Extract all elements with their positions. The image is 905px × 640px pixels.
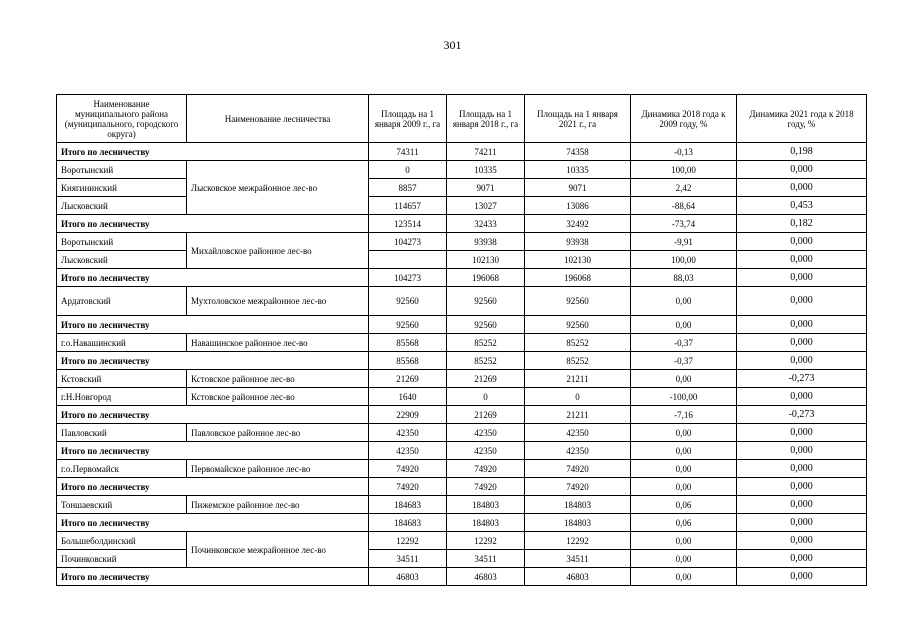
dynamics-2018-2009-cell: -0,37 [631, 352, 737, 370]
dynamics-2018-2009-cell: -0,37 [631, 334, 737, 352]
area-2009-cell: 104273 [369, 269, 447, 287]
dynamics-2018-2009-cell: 0,06 [631, 496, 737, 514]
table-row [57, 233, 867, 251]
area-2021-cell: 102130 [525, 251, 631, 269]
dynamics-2021-2018-cell: 0,000 [737, 460, 867, 478]
header-forestry: Наименование лесничества [187, 95, 369, 143]
header-dynamics-2018-2009: Динамика 2018 года к 2009 году, % [631, 95, 737, 143]
area-2018-cell: 74920 [447, 460, 525, 478]
forestry-cell: Починковское межрайонное лес-во [187, 532, 369, 568]
area-2009-cell: 85568 [369, 334, 447, 352]
dynamics-2018-2009-cell: 0,00 [631, 550, 737, 568]
district-cell: Павловский [57, 424, 187, 442]
area-2009-cell: 92560 [369, 287, 447, 316]
dynamics-2018-2009-cell: -0,13 [631, 143, 737, 161]
total-row [57, 215, 867, 233]
dynamics-2021-2018-cell: 0,000 [737, 251, 867, 269]
dynamics-2021-2018-cell: 0,000 [737, 179, 867, 197]
dynamics-2018-2009-cell: 2,42 [631, 179, 737, 197]
table-row [57, 388, 867, 406]
table-row [57, 179, 867, 197]
district-cell: г.о.Навашинский [57, 334, 187, 352]
area-2009-cell: 1640 [369, 388, 447, 406]
area-2009-cell: 46803 [369, 568, 447, 586]
area-2021-cell: 10335 [525, 161, 631, 179]
forestry-cell: Михайловское районное лес-во [187, 233, 369, 269]
dynamics-2018-2009-cell: 0,00 [631, 568, 737, 586]
area-2021-cell: 9071 [525, 179, 631, 197]
dynamics-2018-2009-cell: 0,00 [631, 287, 737, 316]
area-2021-cell: 196068 [525, 269, 631, 287]
area-2009-cell: 184683 [369, 514, 447, 532]
area-2018-cell: 184803 [447, 514, 525, 532]
dynamics-2021-2018-cell: 0,000 [737, 424, 867, 442]
table-row [57, 532, 867, 550]
area-2009-cell: 74920 [369, 460, 447, 478]
dynamics-2021-2018-cell: -0,273 [737, 370, 867, 388]
forestry-cell: Мухтоловское межрайонное лес-во [187, 287, 369, 316]
area-2021-cell: 92560 [525, 287, 631, 316]
area-2009-cell: 12292 [369, 532, 447, 550]
total-row [57, 269, 867, 287]
dynamics-2021-2018-cell: 0,000 [737, 496, 867, 514]
forestry-cell: Лысковское межрайонное лес-во [187, 161, 369, 215]
district-cell: Тоншаевский [57, 496, 187, 514]
district-cell: Большеболдинский [57, 532, 187, 550]
area-2018-cell: 12292 [447, 532, 525, 550]
table-row [57, 197, 867, 215]
table-row [57, 370, 867, 388]
area-2021-cell: 85252 [525, 334, 631, 352]
district-cell: Воротынский [57, 161, 187, 179]
total-row [57, 514, 867, 532]
forestry-cell: Кстовское районное лес-во [187, 370, 369, 388]
dynamics-2021-2018-cell: 0,182 [737, 215, 867, 233]
district-cell: г.о.Первомайск [57, 460, 187, 478]
area-2018-cell: 92560 [447, 316, 525, 334]
area-2018-cell: 74920 [447, 478, 525, 496]
table-row [57, 251, 867, 269]
total-label: Итого по лесничеству [57, 352, 369, 370]
table-row [57, 161, 867, 179]
area-2009-cell [369, 251, 447, 269]
area-2009-cell: 42350 [369, 442, 447, 460]
area-2021-cell: 21211 [525, 406, 631, 424]
dynamics-2018-2009-cell: -73,74 [631, 215, 737, 233]
header-area-2018: Площадь на 1 января 2018 г., га [447, 95, 525, 143]
total-label: Итого по лесничеству [57, 406, 369, 424]
district-cell: Воротынский [57, 233, 187, 251]
area-2009-cell: 92560 [369, 316, 447, 334]
dynamics-2018-2009-cell: 0,00 [631, 532, 737, 550]
dynamics-2018-2009-cell: 0,00 [631, 460, 737, 478]
area-2021-cell: 184803 [525, 496, 631, 514]
dynamics-2021-2018-cell: -0,273 [737, 406, 867, 424]
area-2018-cell: 42350 [447, 442, 525, 460]
area-2018-cell: 21269 [447, 406, 525, 424]
area-2009-cell: 114657 [369, 197, 447, 215]
dynamics-2018-2009-cell: -88,64 [631, 197, 737, 215]
dynamics-2021-2018-cell: 0,000 [737, 550, 867, 568]
total-label: Итого по лесничеству [57, 442, 369, 460]
header-dynamics-2021-2018: Динамика 2021 года к 2018 году, % [737, 95, 867, 143]
area-2021-cell: 85252 [525, 352, 631, 370]
area-2021-cell: 93938 [525, 233, 631, 251]
dynamics-2021-2018-cell: 0,000 [737, 161, 867, 179]
area-2018-cell: 10335 [447, 161, 525, 179]
dynamics-2021-2018-cell: 0,000 [737, 478, 867, 496]
dynamics-2021-2018-cell: 0,000 [737, 514, 867, 532]
area-2021-cell: 42350 [525, 442, 631, 460]
area-2021-cell: 13086 [525, 197, 631, 215]
header-area-2021: Площадь на 1 января 2021 г., га [525, 95, 631, 143]
area-2021-cell: 0 [525, 388, 631, 406]
area-2009-cell: 74311 [369, 143, 447, 161]
total-label: Итого по лесничеству [57, 269, 369, 287]
area-2009-cell: 123514 [369, 215, 447, 233]
dynamics-2021-2018-cell: 0,000 [737, 388, 867, 406]
dynamics-2021-2018-cell: 0,000 [737, 532, 867, 550]
dynamics-2018-2009-cell: 0,00 [631, 370, 737, 388]
forestry-cell: Кстовское районное лес-во [187, 388, 369, 406]
table-row [57, 287, 867, 316]
area-2018-cell: 92560 [447, 287, 525, 316]
district-cell: Кстовский [57, 370, 187, 388]
table-header-row [57, 95, 867, 143]
dynamics-2021-2018-cell: 0,000 [737, 269, 867, 287]
forestry-cell: Первомайское районное лес-во [187, 460, 369, 478]
area-2021-cell: 74920 [525, 478, 631, 496]
table-row [57, 460, 867, 478]
area-2021-cell: 92560 [525, 316, 631, 334]
area-2021-cell: 32492 [525, 215, 631, 233]
dynamics-2018-2009-cell: -100,00 [631, 388, 737, 406]
header-area-2009: Площадь на 1 января 2009 г., га [369, 95, 447, 143]
area-2009-cell: 104273 [369, 233, 447, 251]
page-number: 301 [443, 38, 462, 52]
forestry-cell: Павловское районное лес-во [187, 424, 369, 442]
total-row [57, 442, 867, 460]
dynamics-2021-2018-cell: 0,198 [737, 143, 867, 161]
table-row [57, 550, 867, 568]
total-label: Итого по лесничеству [57, 568, 369, 586]
dynamics-2021-2018-cell: 0,000 [737, 442, 867, 460]
area-2018-cell: 46803 [447, 568, 525, 586]
area-2009-cell: 22909 [369, 406, 447, 424]
area-2021-cell: 74358 [525, 143, 631, 161]
dynamics-2021-2018-cell: 0,453 [737, 197, 867, 215]
area-2021-cell: 46803 [525, 568, 631, 586]
total-label: Итого по лесничеству [57, 143, 369, 161]
dynamics-2018-2009-cell: -9,91 [631, 233, 737, 251]
total-row [57, 316, 867, 334]
district-cell: Починковский [57, 550, 187, 568]
area-2018-cell: 42350 [447, 424, 525, 442]
dynamics-2018-2009-cell: 0,00 [631, 316, 737, 334]
total-row [57, 406, 867, 424]
area-2018-cell: 196068 [447, 269, 525, 287]
dynamics-2021-2018-cell: 0,000 [737, 334, 867, 352]
table-body [57, 143, 867, 586]
area-2009-cell: 85568 [369, 352, 447, 370]
area-2018-cell: 32433 [447, 215, 525, 233]
district-cell: Ардатовский [57, 287, 187, 316]
dynamics-2021-2018-cell: 0,000 [737, 568, 867, 586]
total-label: Итого по лесничеству [57, 215, 369, 233]
forestry-cell: Пижемское районное лес-во [187, 496, 369, 514]
total-row [57, 143, 867, 161]
area-2009-cell: 42350 [369, 424, 447, 442]
total-label: Итого по лесничеству [57, 316, 369, 334]
district-cell: г.Н.Новгород [57, 388, 187, 406]
area-2009-cell: 21269 [369, 370, 447, 388]
area-2018-cell: 93938 [447, 233, 525, 251]
area-2021-cell: 21211 [525, 370, 631, 388]
area-2018-cell: 74211 [447, 143, 525, 161]
area-2018-cell: 9071 [447, 179, 525, 197]
forest-area-table [56, 94, 867, 586]
area-2018-cell: 85252 [447, 352, 525, 370]
area-2009-cell: 34511 [369, 550, 447, 568]
dynamics-2021-2018-cell: 0,000 [737, 316, 867, 334]
area-2021-cell: 34511 [525, 550, 631, 568]
header-district: Наименование муниципального района (муниципального, городского округа) [57, 95, 187, 143]
area-2009-cell: 8857 [369, 179, 447, 197]
area-2018-cell: 34511 [447, 550, 525, 568]
district-cell: Лысковский [57, 197, 187, 215]
dynamics-2021-2018-cell: 0,000 [737, 233, 867, 251]
area-2021-cell: 74920 [525, 460, 631, 478]
area-2018-cell: 0 [447, 388, 525, 406]
forestry-cell: Навашинское районное лес-во [187, 334, 369, 352]
area-2009-cell: 74920 [369, 478, 447, 496]
area-2018-cell: 21269 [447, 370, 525, 388]
total-row [57, 478, 867, 496]
dynamics-2018-2009-cell: 0,06 [631, 514, 737, 532]
district-cell: Княгининский [57, 179, 187, 197]
table-row [57, 424, 867, 442]
table-row [57, 496, 867, 514]
dynamics-2018-2009-cell: 88,03 [631, 269, 737, 287]
table-row [57, 334, 867, 352]
dynamics-2018-2009-cell: 0,00 [631, 424, 737, 442]
total-label: Итого по лесничеству [57, 478, 369, 496]
dynamics-2018-2009-cell: 0,00 [631, 478, 737, 496]
dynamics-2018-2009-cell: -7,16 [631, 406, 737, 424]
dynamics-2018-2009-cell: 100,00 [631, 161, 737, 179]
dynamics-2018-2009-cell: 100,00 [631, 251, 737, 269]
area-2009-cell: 184683 [369, 496, 447, 514]
area-2018-cell: 13027 [447, 197, 525, 215]
total-row [57, 568, 867, 586]
total-label: Итого по лесничеству [57, 514, 369, 532]
area-2021-cell: 184803 [525, 514, 631, 532]
area-2021-cell: 42350 [525, 424, 631, 442]
area-2018-cell: 184803 [447, 496, 525, 514]
total-row [57, 352, 867, 370]
area-2021-cell: 12292 [525, 532, 631, 550]
dynamics-2021-2018-cell: 0,000 [737, 287, 867, 316]
area-2018-cell: 85252 [447, 334, 525, 352]
district-cell: Лысковский [57, 251, 187, 269]
dynamics-2018-2009-cell: 0,00 [631, 442, 737, 460]
area-2018-cell: 102130 [447, 251, 525, 269]
dynamics-2021-2018-cell: 0,000 [737, 352, 867, 370]
area-2009-cell: 0 [369, 161, 447, 179]
